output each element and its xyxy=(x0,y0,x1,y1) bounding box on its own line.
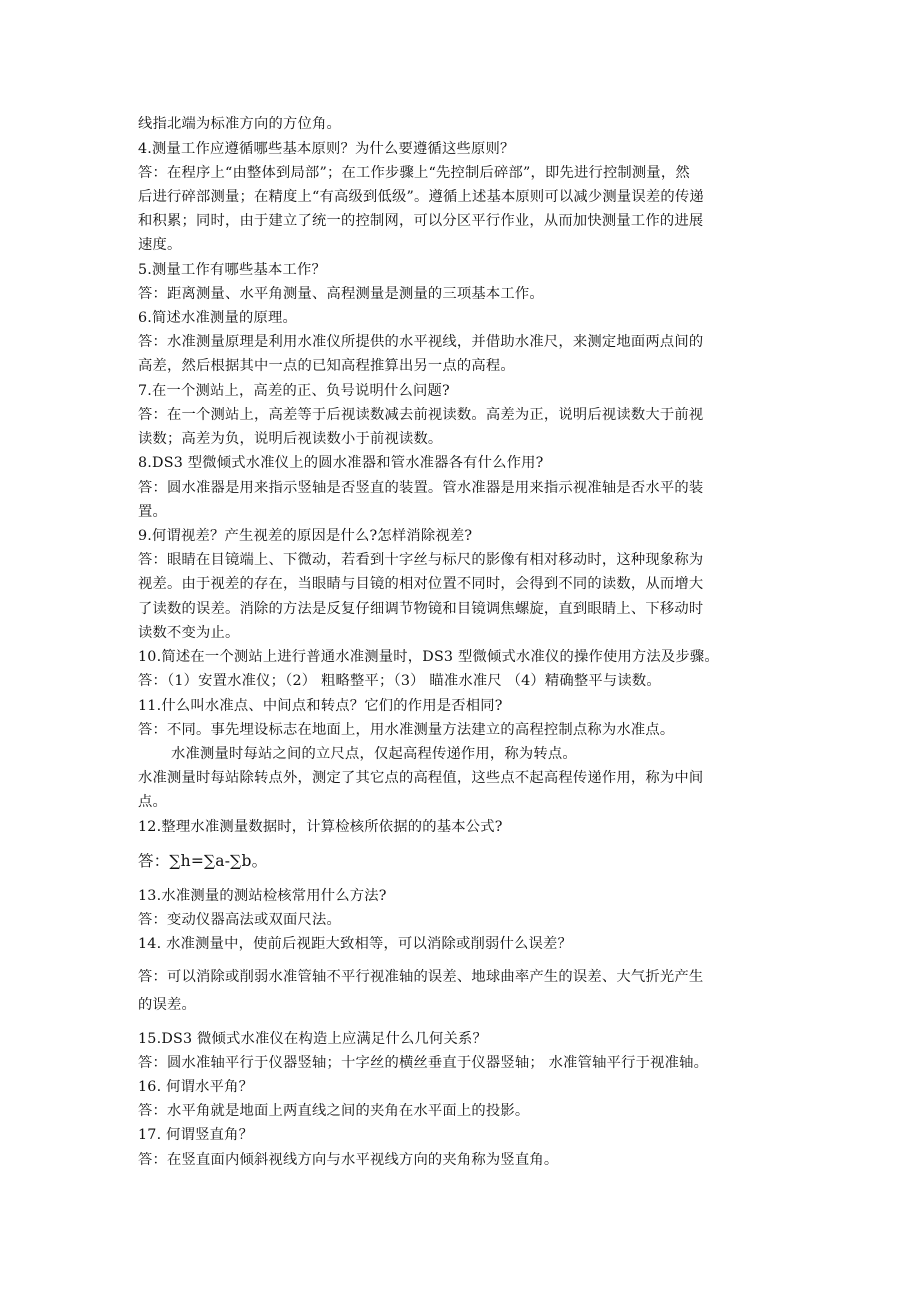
answer-line: 水准测量时每站除转点外，测定了其它点的高程值，这些点不起高程传递作用，称为中间 xyxy=(138,770,704,786)
question-13: 13.水准测量的测站检核常用什么方法? xyxy=(138,888,387,904)
question-16: 16. 何谓水平角？ xyxy=(138,1079,254,1095)
answer-line: 了读数的误差。消除的方法是反复仔细调节物镜和目镜调焦螺旋，直到眼睛上、下移动时 xyxy=(138,601,704,617)
question-15: 15.DS3 微倾式水准仪在构造上应满足什么几何关系？ xyxy=(138,1031,487,1047)
answer-line: 视差。由于视差的存在，当眼睛与目镜的相对位置不同时，会得到不同的读数，从而增大 xyxy=(138,576,704,592)
question-8: 8.DS3 型微倾式水准仪上的圆水准器和管水准器各有什么作用? xyxy=(138,455,544,471)
answer-line: 水准测量时每站之间的立尺点，仅起高程传递作用，称为转点。 xyxy=(171,746,577,762)
answer-line: 置。 xyxy=(138,504,167,520)
answer-line: 答：水准测量原理是利用水准仪所提供的水平视线，并借助水准尺，来测定地面两点间的 xyxy=(138,334,704,350)
answer-line: 高差，然后根据其中一点的已知高程推算出另一点的高程。 xyxy=(138,358,515,374)
question-11: 11.什么叫水准点、中间点和转点？它们的作用是否相同? xyxy=(138,698,503,714)
answer-line: 读数；高差为负，说明后视读数小于前视读数。 xyxy=(138,431,443,447)
answer-line: 答：在一个测站上，高差等于后视读数减去前视读数。高差为正，说明后视读数大于前视 xyxy=(138,407,704,423)
answer-line: 答：在竖直面内倾斜视线方向与水平视线方向的夹角称为竖直角。 xyxy=(138,1152,559,1168)
question-10: 10.简述在一个测站上进行普通水准测量时，DS3 型微倾式水准仪的操作使用方法及步骤。 xyxy=(138,649,719,665)
question-14: 14. 水准测量中，使前后视距大致相等，可以消除或削弱什么误差？ xyxy=(138,936,572,952)
question-5: 5.测量工作有哪些基本工作？ xyxy=(138,262,327,278)
question-12: 12.整理水准测量数据时，计算检核所依据的的基本公式? xyxy=(138,819,503,835)
question-4: 4.测量工作应遵循哪些基本原则？为什么要遵循这些原则？ xyxy=(138,141,515,157)
question-6: 6.简述水准测量的原理。 xyxy=(138,310,298,326)
answer-line: 答：变动仪器高法或双面尺法。 xyxy=(138,912,341,928)
answer-line: 答：可以消除或削弱水准管轴不平行视准轴的误差、地球曲率产生的误差、大气折光产生 xyxy=(138,969,704,985)
question-9: 9.何谓视差？产生视差的原因是什么?怎样消除视差? xyxy=(138,528,473,544)
question-17: 17. 何谓竖直角？ xyxy=(138,1127,254,1143)
answer-line: 答：在程序上“由整体到局部”；在工作步骤上“先控制后碎部”，即先进行控制测量，然 xyxy=(138,165,690,181)
answer-line: 点。 xyxy=(138,794,167,810)
text-line: 线指北端为标准方向的方位角。 xyxy=(138,116,341,132)
formula-answer: 答：∑h=∑a-∑b。 xyxy=(138,852,268,870)
answer-line: 答：眼睛在目镜端上、下微动，若看到十字丝与标尺的影像有相对移动时，这种现象称为 xyxy=(138,552,704,568)
answer-line: 答：圆水准器是用来指示竖轴是否竖直的装置。管水准器是用来指示视准轴是否水平的装 xyxy=(138,480,704,496)
answer-line: 答：圆水准轴平行于仪器竖轴；十字丝的横丝垂直于仪器竖轴； 水准管轴平行于视准轴。 xyxy=(138,1055,709,1071)
answer-line: 答：不同。事先埋设标志在地面上，用水准测量方法建立的高程控制点称为水准点。 xyxy=(138,722,675,738)
question-7: 7.在一个测站上，高差的正、负号说明什么问题? xyxy=(138,383,450,399)
answer-line: 读数不变为止。 xyxy=(138,625,240,641)
answer-line: 的误差。 xyxy=(138,997,196,1013)
answer-line: 答：距离测量、水平角测量、高程测量是测量的三项基本工作。 xyxy=(138,286,544,302)
answer-line: 速度。 xyxy=(138,237,182,253)
answer-line: 和积累；同时，由于建立了统一的控制网，可以分区平行作业，从而加快测量工作的进展 xyxy=(138,213,704,229)
answer-line: 后进行碎部测量；在精度上“有高级到低级”。遵循上述基本原则可以减少测量误差的传递 xyxy=(138,189,704,205)
answer-line: 答：水平角就是地面上两直线之间的夹角在水平面上的投影。 xyxy=(138,1103,530,1119)
answer-line: 答：（1）安置水准仪；（2） 粗略整平；（3） 瞄准水准尺 （4）精确整平与读数。 xyxy=(138,673,661,689)
